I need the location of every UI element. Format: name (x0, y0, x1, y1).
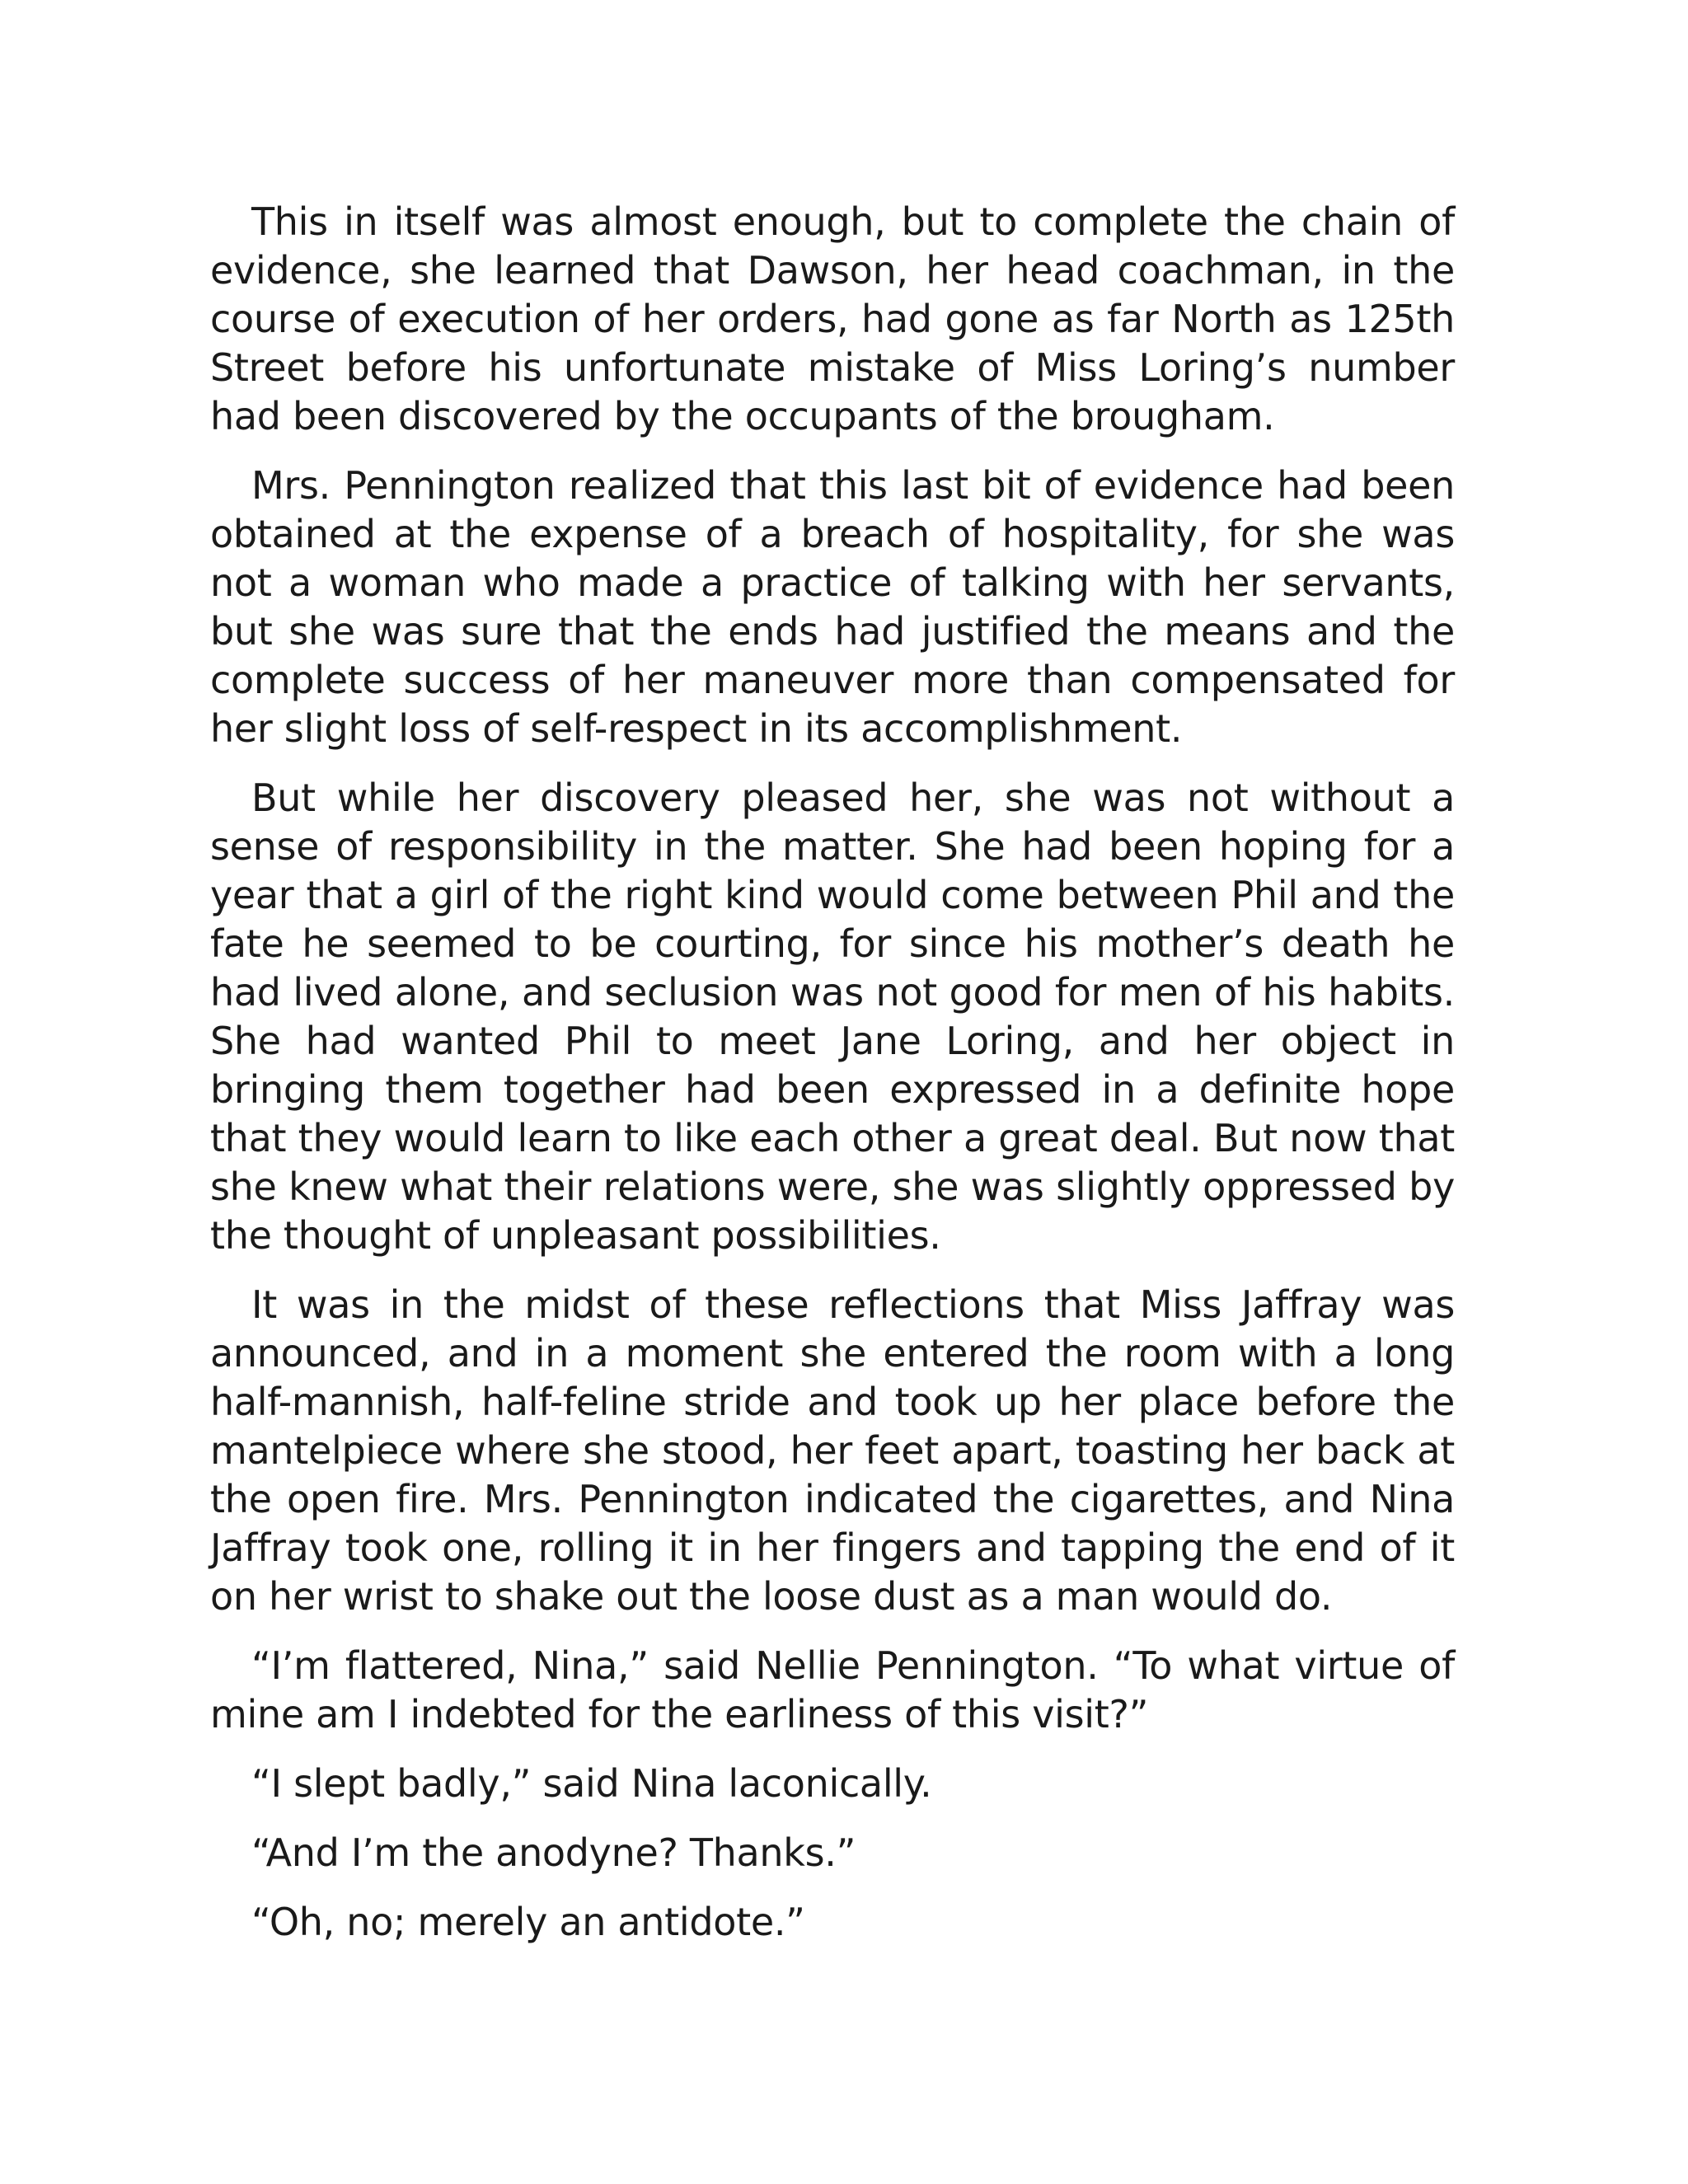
body-text (210, 198, 1455, 1967)
paragraph-3: But while her discovery pleased her, she was not without a sense of responsibility in the matter. She had been hoping for a year that a girl of the right kind would come between Phil and the fate he seemed to be courting, for since his mother’s death he had lived alone, and seclusion was not good for men of his habits. She had wanted Phil to meet Jane Loring, and her object in bringing them together had been expressed in a definite hope that they would learn to like each other a great deal. But now that she knew what their relations were, she was slightly oppressed by the thought of unpleasant possibilities. (210, 776, 1455, 1258)
paragraph-7: “And I’m the anodyne? Thanks.” (251, 1830, 856, 1875)
paragraph-5: “I’m flattered, Nina,” said Nellie Pennington. “To what virtue of mine am I indebted for the earliness of this visit?” (210, 1643, 1455, 1736)
paragraph-1: This in itself was almost enough, but to complete the chain of evidence, she learned that Dawson, her head coachman, in the course of execution of her orders, had gone as far North as 125th Street before his unfortunate mistake of Miss Loring’s number had been discovered by the occupants of the brougham. (210, 199, 1455, 438)
paragraph-6: “I slept badly,” said Nina laconically. (251, 1761, 932, 1806)
paragraph-8: “Oh, no; merely an antidote.” (251, 1900, 805, 1944)
paragraph-2: Mrs. Pennington realized that this last bit of evidence had been obtained at the expense of a breach of hospitality, for she was not a woman who made a practice of talking with her servants, but she was sure that the ends had justified the means and the complete success of her maneuver more than compensated for her slight loss of self-respect in its accomplishment. (210, 463, 1455, 751)
paragraph-4: It was in the midst of these reflections that Miss Jaffray was announced, and in a moment she entered the room with a long half-mannish, half-feline stride and took up her place before the mantelpiece where she stood, her feet apart, toasting her back at the open fire. Mrs. Pennington indicated the cigarettes, and Nina Jaffray took one, rolling it in her fingers and tapping the end of it on her wrist to shake out the loose dust as a man would do. (210, 1282, 1455, 1619)
